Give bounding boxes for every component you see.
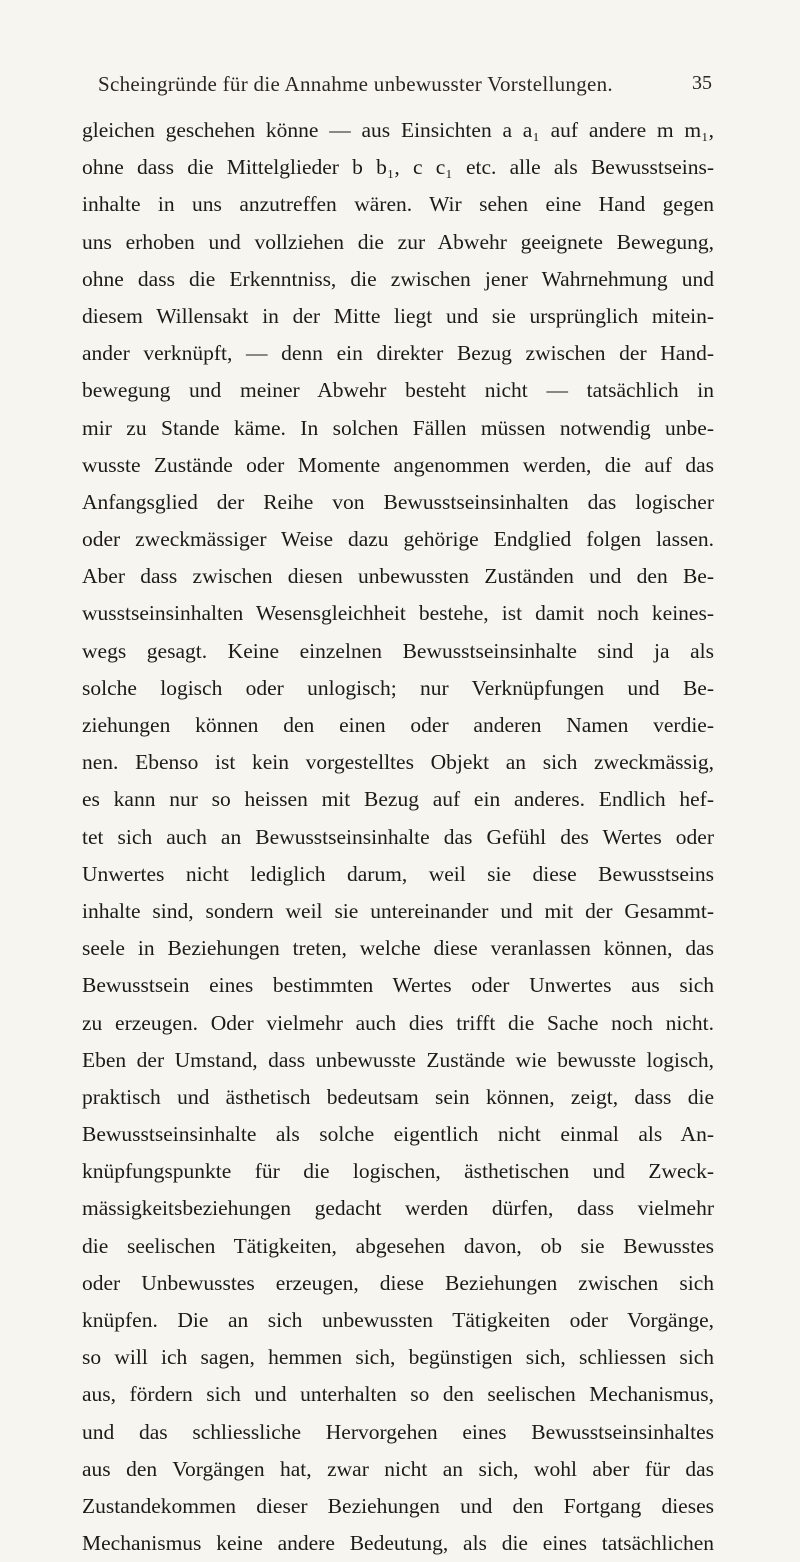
text-line: so will ich sagen, hemmen sich, begünstigen sich, schliessen sich [82, 1345, 714, 1370]
text-line: die seelischen Tätigkeiten, abgesehen davon, ob sie Bewusstes [82, 1233, 714, 1258]
text-line: ohne dass die Erkenntniss, die zwischen jener Wahrnehmung und [82, 266, 714, 291]
text-line: Zustandekommen dieser Beziehungen und den Fortgang dieses [82, 1493, 714, 1518]
running-title: Scheingründe für die Annahme unbewusster Vorstellungen. [98, 72, 613, 96]
text-line: tet sich auch an Bewusstseinsinhalte das Gefühl des Wertes oder [82, 824, 714, 849]
text-line: aus, fördern sich und unterhalten so den seelischen Mechanismus, [82, 1382, 714, 1407]
text-line: diesem Willensakt in der Mitte liegt und sie ursprünglich mitein- [82, 303, 714, 328]
text-line: Bewusstsein eines bestimmten Wertes oder Unwertes aus sich [82, 973, 714, 998]
text-line: Bewusstseinsinhalte als solche eigentlich nicht einmal als An- [82, 1122, 714, 1147]
text-line: gleichen geschehen könne — aus Einsichten a a₁ auf andere m m₁, [82, 118, 714, 142]
text-line: knüpfungspunkte für die logischen, ästhetischen und Zweck- [82, 1159, 714, 1184]
text-line: wusste Zustände oder Momente angenommen werden, die auf das [82, 452, 714, 477]
text-line: Mechanismus keine andere Bedeutung, als die eines tatsächlichen [82, 1531, 714, 1556]
text-line: aus den Vorgängen hat, zwar nicht an sich, wohl aber für das [82, 1456, 714, 1481]
text-line: Anfangsglied der Reihe von Bewusstseinsinhalten das logischer [82, 489, 714, 514]
text-line: es kann nur so heissen mit Bezug auf ein anderes. Endlich hef- [82, 787, 714, 812]
text-line: knüpfen. Die an sich unbewussten Tätigkeiten oder Vorgänge, [82, 1308, 714, 1332]
text-line: oder zweckmässiger Weise dazu gehörige Endglied folgen lassen. [82, 527, 714, 552]
text-line: und das schliessliche Hervorgehen eines Bewusstseinsinhaltes [82, 1419, 714, 1444]
text-line: mässigkeitsbeziehungen gedacht werden dürfen, dass vielmehr [82, 1196, 714, 1221]
text-line: oder Unbewusstes erzeugen, diese Beziehungen zwischen sich [82, 1270, 714, 1295]
text-line: bewegung und meiner Abwehr besteht nicht — tatsächlich in [82, 378, 714, 403]
text-line: wegs gesagt. Keine einzelnen Bewusstseinsinhalte sind ja als [82, 638, 714, 663]
text-line: ziehungen können den einen oder anderen Namen verdie- [82, 713, 714, 737]
text-line: mir zu Stande käme. In solchen Fällen müssen notwendig unbe- [82, 415, 714, 440]
text-line: zu erzeugen. Oder vielmehr auch dies trifft die Sache noch nicht. [82, 1010, 714, 1035]
text-line: wusstseinsinhalten Wesensgleichheit bestehe, ist damit noch keines- [82, 601, 714, 626]
text-line: inhalte in uns anzutreffen wären. Wir sehen eine Hand gegen [82, 192, 714, 217]
text-line: Eben der Umstand, dass unbewusste Zustände wie bewusste logisch, [82, 1047, 714, 1072]
text-line: praktisch und ästhetisch bedeutsam sein können, zeigt, dass die [82, 1084, 714, 1109]
text-line: solche logisch oder unlogisch; nur Verknüpfungen und Be- [82, 675, 714, 700]
text-line: seele in Beziehungen treten, welche diese veranlassen können, das [82, 936, 714, 961]
text-line: ander verknüpft, — denn ein direkter Bezug zwischen der Hand- [82, 341, 714, 366]
text-line: ohne dass die Mittelglieder b b₁, c c₁ etc. alle als Bewusstseins- [82, 155, 714, 180]
text-line: Aber dass zwischen diesen unbewussten Zuständen und den Be- [82, 564, 714, 589]
text-line: Unwertes nicht lediglich darum, weil sie diese Bewusstseins [82, 861, 714, 886]
body-text [82, 112, 714, 1562]
text-line: nen. Ebenso ist kein vorgestelltes Objekt an sich zweckmässig, [82, 750, 714, 775]
text-line: uns erhoben und vollziehen die zur Abwehr geeignete Bewegung, [82, 229, 714, 254]
running-head [70, 72, 712, 102]
text-line: inhalte sind, sondern weil sie untereinander und mit der Gesammt- [82, 898, 714, 923]
page-number: 35 [692, 72, 712, 94]
